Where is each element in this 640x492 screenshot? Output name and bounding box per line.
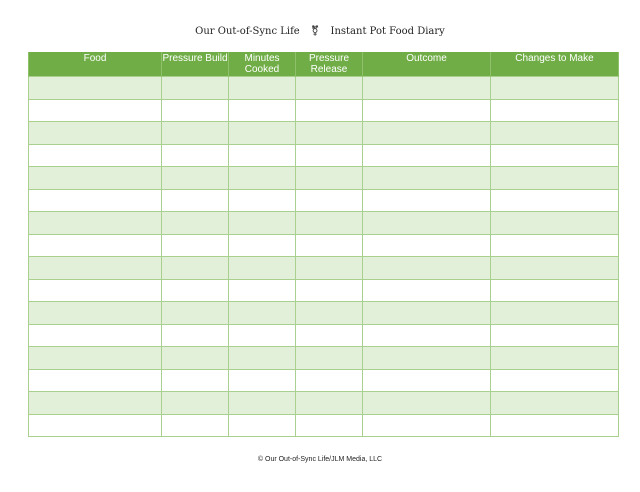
table-cell[interactable] xyxy=(29,167,162,190)
table-cell[interactable] xyxy=(296,392,363,415)
table-cell[interactable] xyxy=(296,167,363,190)
table-cell[interactable] xyxy=(296,77,363,100)
table-cell[interactable] xyxy=(491,257,619,280)
table-cell[interactable] xyxy=(229,324,296,347)
table-cell[interactable] xyxy=(296,414,363,437)
table-cell[interactable] xyxy=(491,122,619,145)
table-cell[interactable] xyxy=(296,234,363,257)
table-row xyxy=(29,392,619,415)
table-cell[interactable] xyxy=(229,392,296,415)
table-row xyxy=(29,99,619,122)
column-header-outcome: Outcome xyxy=(363,52,491,77)
table-cell[interactable] xyxy=(363,77,491,100)
table-cell[interactable] xyxy=(29,257,162,280)
table-cell[interactable] xyxy=(29,122,162,145)
table-cell[interactable] xyxy=(491,324,619,347)
table-cell[interactable] xyxy=(491,347,619,370)
table-cell[interactable] xyxy=(29,212,162,235)
page-title xyxy=(0,26,640,37)
table-cell[interactable] xyxy=(162,167,229,190)
table-cell[interactable] xyxy=(29,347,162,370)
table-cell[interactable] xyxy=(162,392,229,415)
table-cell[interactable] xyxy=(162,257,229,280)
table-cell[interactable] xyxy=(162,144,229,167)
table-cell[interactable] xyxy=(29,302,162,325)
table-cell[interactable] xyxy=(296,144,363,167)
table-row xyxy=(29,414,619,437)
table-cell[interactable] xyxy=(296,257,363,280)
table-row xyxy=(29,257,619,280)
table-cell[interactable] xyxy=(363,144,491,167)
table-cell[interactable] xyxy=(491,189,619,212)
table-cell[interactable] xyxy=(162,77,229,100)
table-cell[interactable] xyxy=(296,279,363,302)
table-row xyxy=(29,144,619,167)
table-cell[interactable] xyxy=(229,189,296,212)
table-cell[interactable] xyxy=(162,234,229,257)
table-row xyxy=(29,122,619,145)
table-cell[interactable] xyxy=(29,369,162,392)
table-cell[interactable] xyxy=(229,369,296,392)
table-cell[interactable] xyxy=(491,302,619,325)
scribble-icon: ⚧ xyxy=(310,26,320,37)
table-row xyxy=(29,302,619,325)
table-cell[interactable] xyxy=(229,414,296,437)
title-brand: Our Out-of-Sync Life xyxy=(195,26,300,37)
food-diary-table xyxy=(28,52,619,437)
table-cell[interactable] xyxy=(229,212,296,235)
table-cell[interactable] xyxy=(363,279,491,302)
table-row xyxy=(29,77,619,100)
table-cell[interactable] xyxy=(491,77,619,100)
table-row xyxy=(29,212,619,235)
table-cell[interactable] xyxy=(29,279,162,302)
table-cell[interactable] xyxy=(491,167,619,190)
column-header-pressure-release: Pressure Release xyxy=(296,52,363,77)
table-cell[interactable] xyxy=(363,167,491,190)
table-cell[interactable] xyxy=(363,347,491,370)
table-cell[interactable] xyxy=(363,122,491,145)
table-cell[interactable] xyxy=(363,392,491,415)
table-cell[interactable] xyxy=(229,279,296,302)
table-cell[interactable] xyxy=(363,302,491,325)
table-cell[interactable] xyxy=(491,212,619,235)
table-cell[interactable] xyxy=(491,414,619,437)
table-cell[interactable] xyxy=(29,234,162,257)
copyright-footer: © Our Out-of-Sync Life/JLM Media, LLC xyxy=(257,456,383,463)
table-cell[interactable] xyxy=(229,99,296,122)
table-row xyxy=(29,167,619,190)
table-cell[interactable] xyxy=(162,189,229,212)
table-cell[interactable] xyxy=(296,347,363,370)
table-cell[interactable] xyxy=(229,167,296,190)
table-cell[interactable] xyxy=(296,122,363,145)
table-cell[interactable] xyxy=(162,414,229,437)
table-cell[interactable] xyxy=(162,302,229,325)
table-cell[interactable] xyxy=(162,99,229,122)
table-cell[interactable] xyxy=(296,369,363,392)
table-cell[interactable] xyxy=(491,144,619,167)
table-row xyxy=(29,324,619,347)
table-cell[interactable] xyxy=(296,324,363,347)
table-cell[interactable] xyxy=(29,144,162,167)
table-body xyxy=(29,77,619,437)
table-cell[interactable] xyxy=(29,392,162,415)
table-cell[interactable] xyxy=(29,324,162,347)
table-cell[interactable] xyxy=(363,234,491,257)
table-row xyxy=(29,189,619,212)
table-cell[interactable] xyxy=(491,392,619,415)
column-header-minutes-cooked: Minutes Cooked xyxy=(229,52,296,77)
table-cell[interactable] xyxy=(29,189,162,212)
table-cell[interactable] xyxy=(363,414,491,437)
table-cell[interactable] xyxy=(162,369,229,392)
table-cell[interactable] xyxy=(296,99,363,122)
table-cell[interactable] xyxy=(363,212,491,235)
table-cell[interactable] xyxy=(363,369,491,392)
table-cell[interactable] xyxy=(363,257,491,280)
table-cell[interactable] xyxy=(296,302,363,325)
table-cell[interactable] xyxy=(162,347,229,370)
table-cell[interactable] xyxy=(491,99,619,122)
table-cell[interactable] xyxy=(229,234,296,257)
table-cell[interactable] xyxy=(491,234,619,257)
table-cell[interactable] xyxy=(229,144,296,167)
table-cell[interactable] xyxy=(363,189,491,212)
table-cell[interactable] xyxy=(229,77,296,100)
table-cell[interactable] xyxy=(363,99,491,122)
column-header-changes-to-make: Changes to Make xyxy=(491,52,619,77)
title-diary: Instant Pot Food Diary xyxy=(330,26,445,37)
table-cell[interactable] xyxy=(296,189,363,212)
table-cell[interactable] xyxy=(491,279,619,302)
table-cell[interactable] xyxy=(29,77,162,100)
table-cell[interactable] xyxy=(162,212,229,235)
table-row xyxy=(29,369,619,392)
table-cell[interactable] xyxy=(363,324,491,347)
table-cell[interactable] xyxy=(229,257,296,280)
table-row xyxy=(29,347,619,370)
table-cell[interactable] xyxy=(296,212,363,235)
table-cell[interactable] xyxy=(229,347,296,370)
table-cell[interactable] xyxy=(229,302,296,325)
table-row xyxy=(29,234,619,257)
table-cell[interactable] xyxy=(162,122,229,145)
table-cell[interactable] xyxy=(29,99,162,122)
table-cell[interactable] xyxy=(162,279,229,302)
column-header-pressure-build: Pressure Build xyxy=(162,52,229,77)
table-header-row xyxy=(29,52,619,77)
table-cell[interactable] xyxy=(162,324,229,347)
table-cell[interactable] xyxy=(491,369,619,392)
table-row xyxy=(29,279,619,302)
column-header-food: Food xyxy=(29,52,162,77)
table-cell[interactable] xyxy=(229,122,296,145)
table-cell[interactable] xyxy=(29,414,162,437)
